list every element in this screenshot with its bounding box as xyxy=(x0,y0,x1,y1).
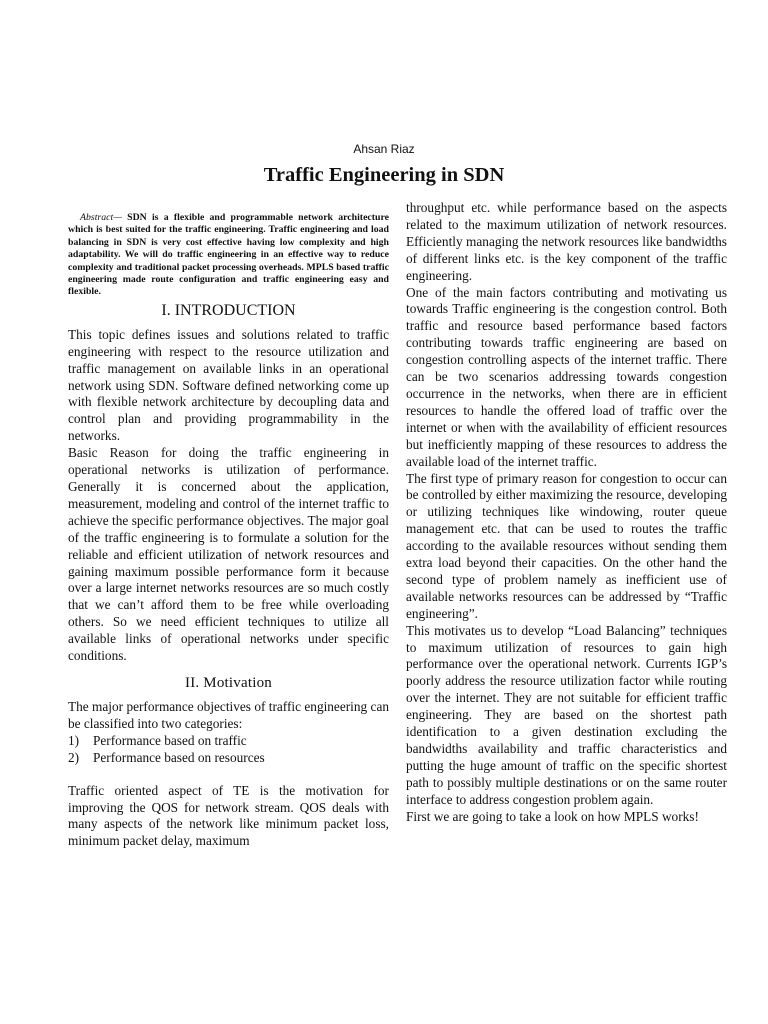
right-column xyxy=(406,200,727,826)
list-item xyxy=(68,733,389,750)
list-text: Performance based on resources xyxy=(93,749,265,765)
list-number: 2) xyxy=(68,749,80,765)
abstract-label: Abstract— xyxy=(80,212,122,223)
abstract xyxy=(68,212,389,299)
motivation-paragraph-5: First we are going to take a look on how MPLS works! xyxy=(406,808,699,824)
objectives-list xyxy=(68,733,389,767)
list-text: Performance based on traffic xyxy=(93,732,247,748)
list-item xyxy=(68,750,389,767)
left-column xyxy=(68,212,389,850)
section-heading-introduction: I. INTRODUCTION xyxy=(161,301,296,319)
motivation-intro: The major performance objectives of traffic engineering can be classified into two categories: xyxy=(68,698,389,731)
abstract-text: SDN is a flexible and programmable network architecture which is best suited for the traffic engineering. Traffic engineering and load balancing in SDN is very cost effective having low complexity and high adaptability. We will do traffic engineering in an effective way to reduce complexity and traditional packet processing overheads. MPLS based traffic engineering made route configuration and traffic engineering easy and flexible. xyxy=(68,212,389,298)
paragraph-gap xyxy=(68,767,389,783)
paper-title: Traffic Engineering in SDN xyxy=(263,164,505,186)
section-heading-motivation: II. Motivation xyxy=(185,674,272,691)
motivation-paragraph-3: The first type of primary reason for congestion to occur can be controlled by either maximizing the resource, developing or utilizing techniques like windowing, router queue management etc. that can be used to routes the traffic according to the available resources without sending them extra load beyond their capacities. On the other hand the second type of problem namely as inefficient use of available networks resources can be addressed by “Traffic engineering”. xyxy=(406,470,727,621)
intro-paragraph-2: Basic Reason for doing the traffic engineering in operational networks is utilization of performance. Generally it is concerned about the application, measurement, modeling and control of the internet traffic to achieve the specific performance objectives. The major goal of the traffic engineering is to formulate a solution for the reliable and efficient utilization of network resources and gaining maximum possible performance form it because over a large internet networks resources are so much costly that we can’t afford them to be free while overloading others. So we need efficient techniques to utilize all available links of operational networks under specific conditions. xyxy=(68,445,389,664)
intro-paragraph-1: This topic defines issues and solutions related to traffic engineering with respect to the resource utilization and traffic management on available links in an operational network using SDN. Software defined networking come up with flexible network architecture by decoupling data and control plan and providing programmability in the networks. xyxy=(68,326,389,444)
motivation-paragraph-left: Traffic oriented aspect of TE is the motivation for improving the QOS for network stream. QOS deals with many aspects of the network like minimum packet loss, minimum packet delay, maximum xyxy=(68,782,389,849)
motivation-paragraph-2: One of the main factors contributing and motivating us towards Traffic engineering is the congestion control. Both traffic and resource based performance based factors contributing towards traffic engineering are based on congestion controlling aspects of the internet traffic. There can be two scenarios addressing towards congestion occurrence in the networks, when there are in efficient resources to handle the offered load of traffic over the internet or when with the availability of efficient resources but inefficiently mapping of these resources to address the available load of the internet traffic. xyxy=(406,284,727,469)
motivation-paragraph-4: This motivates us to develop “Load Balancing” techniques to maximum utilization of resources to gain high performance over the operational network. Currents IGP’s poorly address the resource utilization factor while routing over the internet. They are not suitable for efficient traffic engineering. They are based on the shortest path identification to a given destination excluding the bandwidths availability and traffic characteristics and putting the huge amount of traffic on the specific shortest path to possibly multiple destinations or on the same router interface to address congestion problem again. xyxy=(406,622,727,807)
motivation-paragraph-1: throughput etc. while performance based on the aspects related to the maximum utilization of network resources. Efficiently managing the network resources like bandwidths of different links etc. is the key component of the traffic engineering. xyxy=(406,200,727,283)
list-number: 1) xyxy=(68,732,80,748)
author-name: Ahsan Riaz xyxy=(353,142,415,156)
